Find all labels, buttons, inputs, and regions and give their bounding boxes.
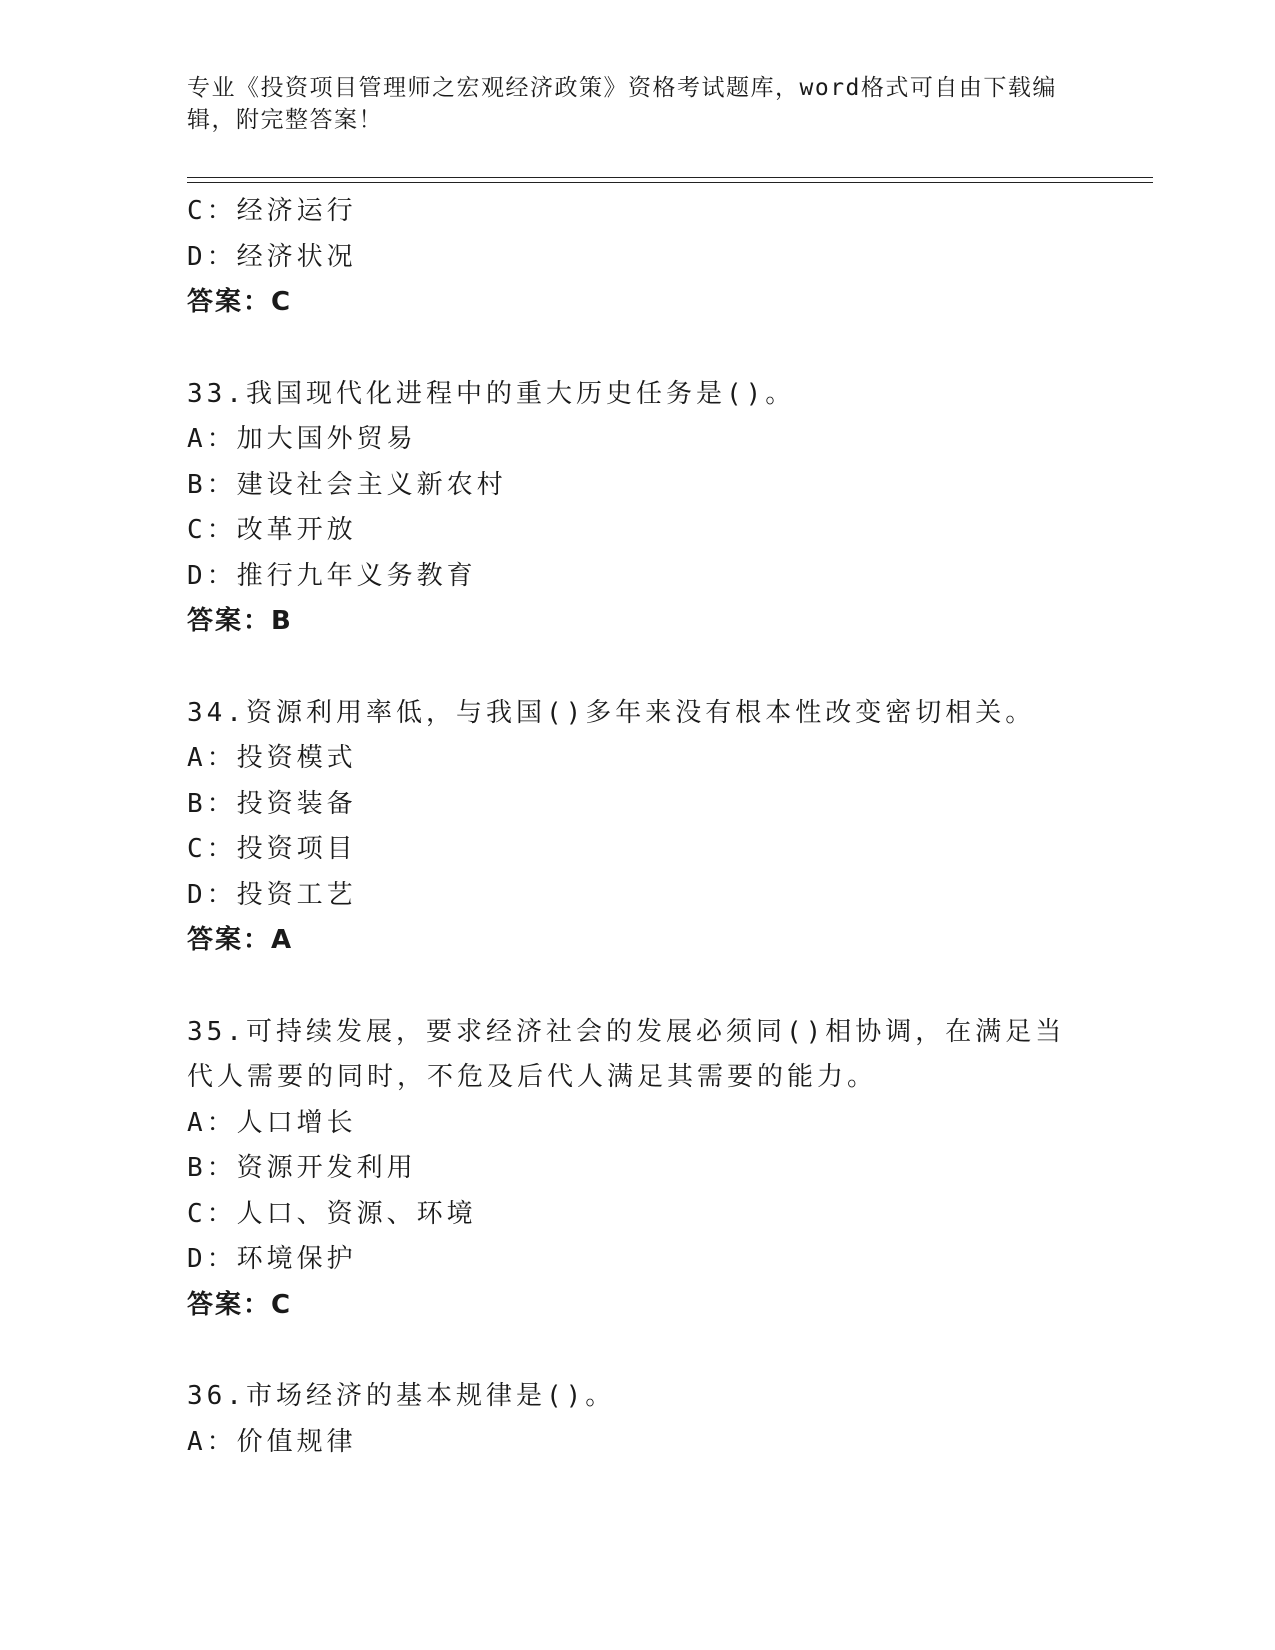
option-a: A：投资模式	[187, 743, 357, 773]
question-stem: 34.资源利用率低，与我国()多年来没有根本性改变密切相关。	[187, 697, 1036, 728]
option-d: D：推行九年义务教育	[187, 560, 477, 591]
answer-value: B	[271, 606, 293, 636]
question-stem: 35.可持续发展，要求经济社会的发展必须同()相协调，在满足当代人需要的同时，不危及后代人满足其需要的能力。	[187, 1016, 1066, 1092]
option-c: C：投资项目	[187, 834, 357, 864]
option-b: B：建设社会主义新农村	[187, 469, 507, 500]
option-c: C：人口、资源、环境	[187, 1198, 477, 1229]
document-header: 专业《投资项目管理师之宏观经济政策》资格考试题库，word格式可自由下载编辑，附完整答案！	[187, 75, 1057, 133]
option-d: D：经济状况	[187, 241, 357, 272]
answer-value: A	[271, 925, 294, 955]
option-c: C：经济运行	[187, 196, 357, 226]
question-33	[187, 372, 1087, 645]
answer-line: 答案：A	[187, 925, 294, 955]
header-divider-thick	[187, 177, 1153, 178]
header-divider-thin	[187, 182, 1153, 183]
answer-value: C	[271, 1289, 293, 1320]
answer-line: 答案：B	[187, 606, 293, 636]
answer-line: 答案：C	[187, 287, 293, 317]
answer-value: C	[271, 287, 293, 317]
question-stem: 33.我国现代化进程中的重大历史任务是()。	[187, 378, 796, 409]
option-c: C：改革开放	[187, 515, 357, 545]
question-35	[187, 1010, 1087, 1329]
option-b: B：资源开发利用	[187, 1153, 417, 1183]
question-32-continuation	[187, 189, 1087, 326]
option-a: A：加大国外贸易	[187, 424, 417, 454]
question-stem: 36.市场经济的基本规律是()。	[187, 1381, 616, 1411]
question-list	[187, 189, 1087, 1465]
question-36	[187, 1374, 1087, 1465]
option-d: D：投资工艺	[187, 879, 357, 910]
question-34	[187, 691, 1087, 964]
option-a: A：人口增长	[187, 1107, 357, 1138]
option-d: D：环境保护	[187, 1244, 357, 1274]
option-a: A：价值规律	[187, 1426, 357, 1457]
answer-line: 答案：C	[187, 1289, 293, 1320]
option-b: B：投资装备	[187, 788, 357, 819]
